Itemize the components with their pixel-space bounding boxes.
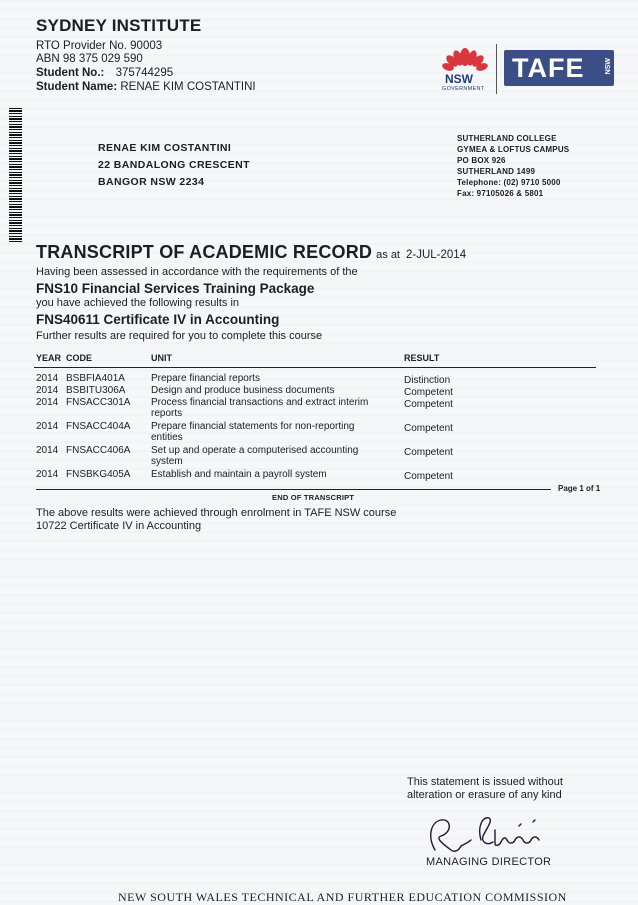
student-name-row xyxy=(36,81,256,94)
training-package: FNS10 Financial Services Training Package xyxy=(36,281,315,296)
abn: ABN 98 375 029 590 xyxy=(36,53,143,65)
commission-text: NEW SOUTH WALES TECHNICAL AND FURTHER EDUCATION COMMISSION xyxy=(118,890,567,904)
qualification: FNS40611 Certificate IV in Accounting xyxy=(36,312,280,327)
further-results-text: Further results are required for you to complete this course xyxy=(36,330,323,342)
recipient-address-line: 22 BANDALONG CRESCENT xyxy=(98,159,250,171)
managing-director-title: MANAGING DIRECTOR xyxy=(426,856,552,868)
row-unit: Design and produce business documents xyxy=(151,385,335,396)
row-year: 2014 xyxy=(36,445,59,456)
college-address-line: SUTHERLAND 1499 xyxy=(457,167,536,176)
row-unit: Process financial transactions and extract interim xyxy=(151,397,369,408)
signature xyxy=(421,806,551,862)
college-address-line: GYMEA & LOFTUS CAMPUS xyxy=(457,145,570,154)
end-of-transcript: END OF TRANSCRIPT xyxy=(272,493,355,502)
row-unit-continued: entities xyxy=(151,432,183,443)
tafe-nsw-text: NSW xyxy=(605,58,612,75)
nsw-logo-text: NSW xyxy=(445,72,473,86)
rto-provider: RTO Provider No. 90003 xyxy=(36,40,163,52)
row-code: FNSACC301A xyxy=(66,397,131,408)
college-address-line: PO BOX 926 xyxy=(457,156,506,165)
recipient-address-line: BANGOR NSW 2234 xyxy=(98,176,205,188)
row-result: Competent xyxy=(404,471,453,482)
waratah-icon xyxy=(439,42,491,74)
row-result: Competent xyxy=(404,423,453,434)
row-year: 2014 xyxy=(36,397,59,408)
row-code: FNSACC404A xyxy=(66,421,131,432)
tafe-nsw-logo xyxy=(504,50,614,86)
student-number: 375744295 xyxy=(115,67,174,79)
college-address-line: SUTHERLAND COLLEGE xyxy=(457,134,557,143)
transcript-date: 2-JUL-2014 xyxy=(406,249,467,261)
nsw-government-logo xyxy=(439,42,491,98)
transcript-title: TRANSCRIPT OF ACADEMIC RECORD xyxy=(36,242,373,262)
row-year: 2014 xyxy=(36,469,59,480)
institute-name: SYDNEY INSTITUTE xyxy=(36,16,202,35)
logo-divider xyxy=(496,44,497,94)
student-name: RENAE KIM COSTANTINI xyxy=(120,81,256,93)
row-year: 2014 xyxy=(36,421,59,432)
transcript-title-row xyxy=(36,242,466,263)
row-unit-continued: reports xyxy=(151,408,183,419)
enrolment-course: 10722 Certificate IV in Accounting xyxy=(36,520,202,532)
recipient-address-line: RENAE KIM COSTANTINI xyxy=(98,142,232,154)
column-header-result: RESULT xyxy=(404,353,440,363)
as-at-label: as at xyxy=(376,249,400,261)
row-unit-continued: system xyxy=(151,456,183,467)
row-year: 2014 xyxy=(36,385,59,396)
college-address-line: Telephone: (02) 9710 5000 xyxy=(457,178,561,187)
column-header-unit: UNIT xyxy=(151,353,172,363)
nsw-government-text: GOVERNMENT xyxy=(442,86,485,92)
row-unit: Establish and maintain a payroll system xyxy=(151,469,327,480)
row-result: Competent xyxy=(404,447,453,458)
row-code: BSBFIA401A xyxy=(66,373,125,384)
row-code: BSBITU306A xyxy=(66,385,126,396)
statement-text-continued: alteration or erasure of any kind xyxy=(407,789,562,801)
enrolment-text: The above results were achieved through enrolment in TAFE NSW course xyxy=(36,507,397,519)
row-unit: Prepare financial statements for non-reporting xyxy=(151,421,355,432)
tafe-logo-text: TAFE xyxy=(512,53,585,83)
row-unit: Prepare financial reports xyxy=(151,373,260,384)
row-result: Competent xyxy=(404,387,453,398)
column-header-year: YEAR xyxy=(36,353,62,363)
student-number-row xyxy=(36,67,173,80)
row-result: Competent xyxy=(404,399,453,410)
statement-text: This statement is issued without xyxy=(407,776,563,788)
row-year: 2014 xyxy=(36,373,59,384)
table-header-rule xyxy=(34,367,596,368)
student-name-label: Student Name: xyxy=(36,81,118,93)
barcode xyxy=(9,108,22,244)
row-result: Distinction xyxy=(404,375,451,386)
row-unit: Set up and operate a computerised accounting xyxy=(151,445,359,456)
row-code: FNSACC406A xyxy=(66,445,131,456)
page-number: Page 1 of 1 xyxy=(558,484,601,493)
column-header-code: CODE xyxy=(66,353,93,363)
college-address-line: Fax: 97105026 & 5801 xyxy=(457,189,544,198)
assessed-text: Having been assessed in accordance with the requirements of the xyxy=(36,266,358,278)
end-of-transcript-rule xyxy=(36,489,551,490)
achieved-text: you have achieved the following results in xyxy=(36,297,240,309)
student-number-label: Student No.: xyxy=(36,67,105,79)
row-code: FNSBKG405A xyxy=(66,469,131,480)
